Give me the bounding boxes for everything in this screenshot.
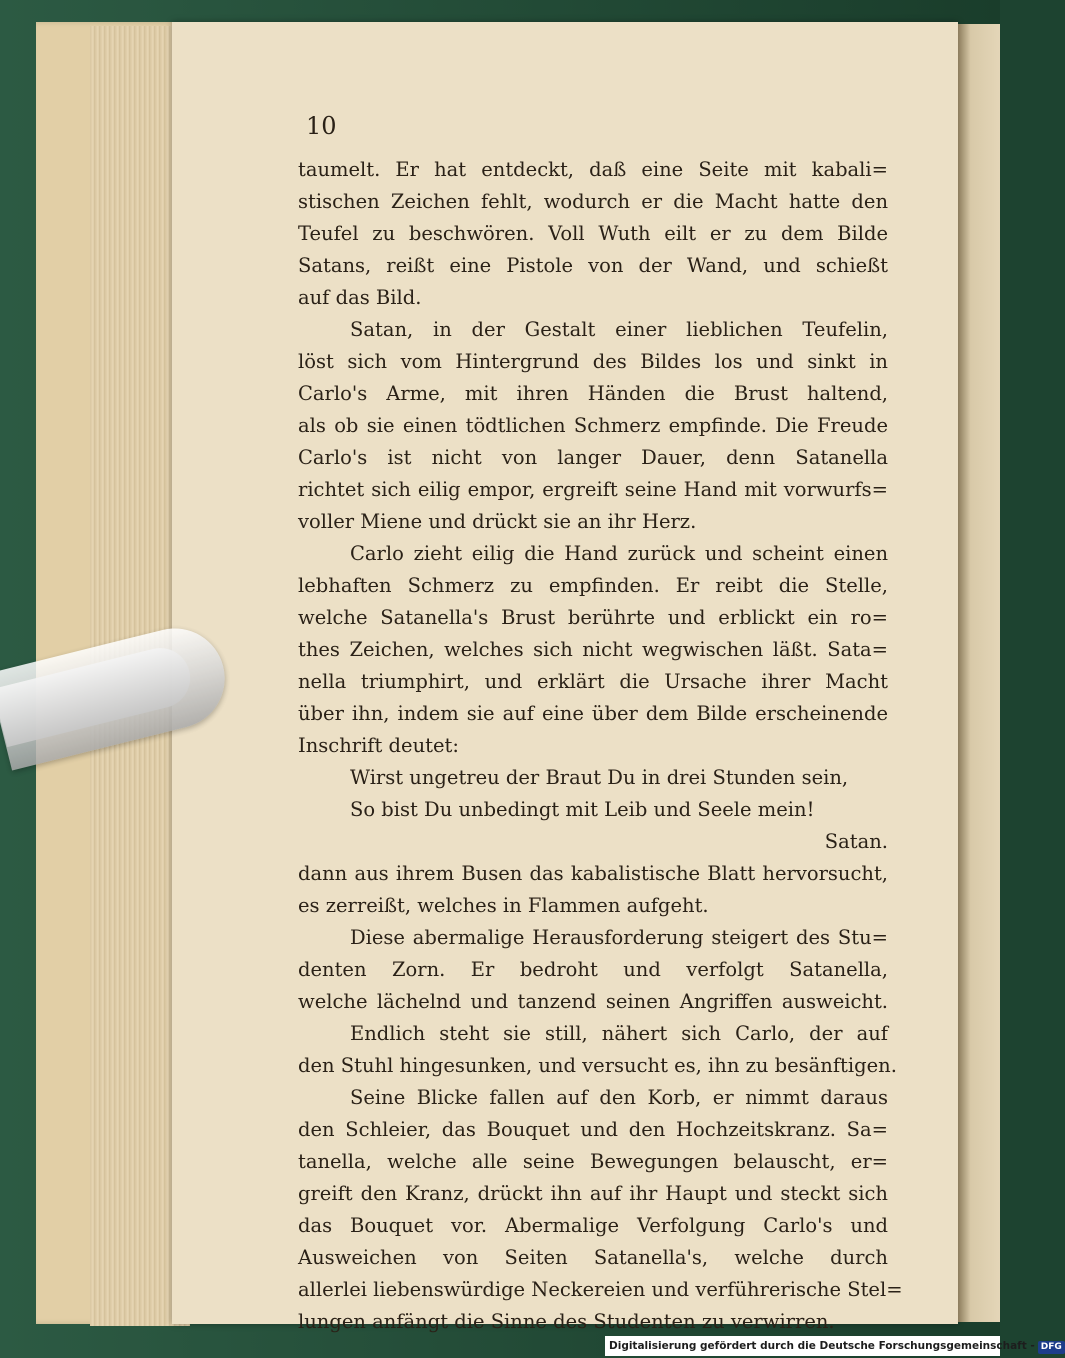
dfg-logo: DFG — [1038, 1341, 1065, 1354]
text-line: Carlo's Arme, mit ihren Händen die Brust haltend, — [298, 382, 888, 405]
funding-footer — [605, 1336, 1062, 1356]
text-line: welche Satanella's Brust berührte und erblickt ein ro= — [298, 606, 888, 629]
text-line: es zerreißt, welches in Flammen aufgeht. — [298, 894, 709, 917]
text-line: Diese abermalige Herausforderung steigert des Stu= — [350, 926, 888, 949]
text-line: Ausweichen von Seiten Satanella's, welche durch — [298, 1246, 888, 1269]
text-line: richtet sich eilig empor, ergreift seine Hand mit vorwurfs= — [298, 478, 888, 501]
text-line: Satans, reißt eine Pistole von der Wand, und schießt — [298, 254, 888, 277]
text-line: lebhaften Schmerz zu empfinden. Er reibt die Stelle, — [298, 574, 888, 597]
text-line: allerlei liebenswürdige Neckereien und verführerische Stel= — [298, 1278, 903, 1301]
page-number: 10 — [306, 112, 337, 140]
text-line: voller Miene und drückt sie an ihr Herz. — [298, 510, 697, 533]
footer-text: Digitalisierung gefördert durch die Deutsche Forschungsgemeinschaft - — [609, 1340, 1035, 1352]
text-line: welche lächelnd und tanzend seinen Angriffen ausweicht. — [298, 990, 888, 1013]
text-line: denten Zorn. Er bedroht und verfolgt Satanella, — [298, 958, 888, 981]
verse-signature: Satan. — [824, 830, 888, 853]
text-line: über ihn, indem sie auf eine über dem Bilde erscheinende — [298, 702, 888, 725]
verse-line: So bist Du unbedingt mit Leib und Seele mein! — [350, 798, 815, 821]
text-line: Teufel zu beschwören. Voll Wuth eilt er zu dem Bilde — [298, 222, 888, 245]
text-line: den Schleier, das Bouquet und den Hochzeitskranz. Sa= — [298, 1118, 888, 1141]
text-line: das Bouquet vor. Abermalige Verfolgung Carlo's und — [298, 1214, 888, 1237]
text-line: tanella, welche alle seine Bewegungen belauscht, er= — [298, 1150, 888, 1173]
facing-page-edge — [958, 24, 1000, 1322]
text-line: thes Zeichen, welches sich nicht wegwischen läßt. Sata= — [298, 638, 888, 661]
verse-line: Wirst ungetreu der Braut Du in drei Stunden sein, — [350, 766, 849, 789]
text-line: Satan, in der Gestalt einer lieblichen Teufelin, — [350, 318, 888, 341]
text-line: löst sich vom Hintergrund des Bildes los und sinkt in — [298, 350, 888, 373]
text-line: Endlich steht sie still, nähert sich Carlo, der auf — [350, 1022, 888, 1045]
text-line: Carlo's ist nicht von langer Dauer, denn Satanella — [298, 446, 888, 469]
text-line: Carlo zieht eilig die Hand zurück und scheint einen — [350, 542, 888, 565]
text-line: lungen anfängt die Sinne des Studenten zu verwirren. — [298, 1310, 835, 1333]
text-line: Inschrift deutet: — [298, 734, 459, 757]
text-line: den Stuhl hingesunken, und versucht es, ihn zu besänftigen. — [298, 1054, 897, 1077]
text-line: als ob sie einen tödtlichen Schmerz empfinde. Die Freude — [298, 414, 888, 437]
text-line: auf das Bild. — [298, 286, 422, 309]
text-line: taumelt. Er hat entdeckt, daß eine Seite mit kabali= — [298, 158, 888, 181]
text-line: greift den Kranz, drückt ihn auf ihr Haupt und steckt sich — [298, 1182, 888, 1205]
text-line: stischen Zeichen fehlt, wodurch er die Macht hatte den — [298, 190, 888, 213]
text-line: dann aus ihrem Busen das kabalistische Blatt hervorsucht, — [298, 862, 888, 885]
text-line: Seine Blicke fallen auf den Korb, er nimmt daraus — [350, 1086, 888, 1109]
text-line: nella triumphirt, und erklärt die Ursache ihrer Macht — [298, 670, 888, 693]
